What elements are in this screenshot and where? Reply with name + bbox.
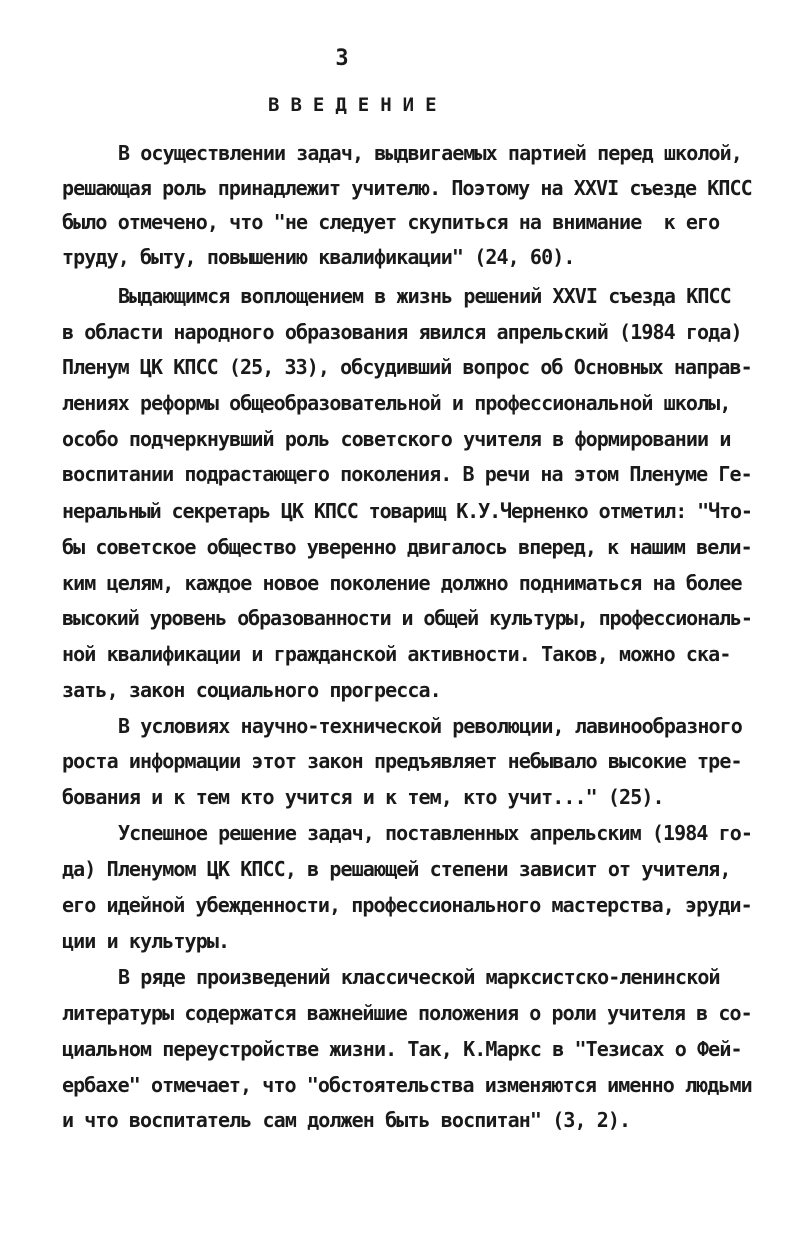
text-line: ции и культуры. xyxy=(62,929,230,953)
text-line: его идейной убежденности, профессионального мастерства, эруди- xyxy=(62,893,752,917)
text-line: воспитании подрастающего поколения. В речи на этом Пленуме Ге- xyxy=(62,462,752,486)
text-line: Выдающимся воплощением в жизнь решений XXVI съезда КПСС xyxy=(118,284,731,308)
text-line: особо подчеркнувший роль советского учителя в формировании и xyxy=(62,427,731,451)
section-heading: ВВЕДЕНИЕ xyxy=(268,94,448,116)
text-line: литературы содержатся важнейшие положения о роли учителя в со- xyxy=(62,1001,752,1025)
text-line: да) Пленумом ЦК КПСС, в решающей степени зависит от учителя, xyxy=(62,857,731,881)
text-line: Пленум ЦК КПСС (25, 33), обсудивший вопрос об Основных направ- xyxy=(62,355,752,379)
text-line: лениях реформы общеобразовательной и профессиональной школы, xyxy=(62,391,731,415)
text-line: В условиях научно-технической революции, лавинообразного xyxy=(118,714,742,738)
text-line: ербахе" отмечает, что "обстоятельства изменяются именно людьми xyxy=(62,1073,752,1097)
text-line: было отмечено, что "не следует скупиться на внимание к его xyxy=(62,210,720,234)
text-line: бы советское общество уверенно двигалось вперед, к нашим вели- xyxy=(62,535,752,559)
text-line: высокий уровень образованности и общей культуры, профессиональ- xyxy=(62,606,752,630)
text-line: В ряде произведений классической марксистско-ленинской xyxy=(118,965,720,989)
text-line: труду, быту, повышению квалификации" (24, 60). xyxy=(62,245,575,269)
page-number: 3 xyxy=(335,46,349,71)
text-line: в области народного образования явился апрельский (1984 года) xyxy=(62,320,742,344)
text-line: неральный секретарь ЦК КПСС товарищ К.У.Черненко отметил: "Что- xyxy=(62,499,752,523)
text-line: циальном переустройстве жизни. Так, К.Маркс в "Тезисах о Фей- xyxy=(62,1037,742,1061)
text-line: В осуществлении задач, выдвигаемых партией перед школой, xyxy=(118,141,742,165)
text-line: роста информации этот закон предъявляет небывало высокие тре- xyxy=(62,749,742,773)
text-line: Успешное решение задач, поставленных апрельским (1984 го- xyxy=(118,821,753,845)
text-line: и что воспитатель сам должен быть воспитан" (3, 2). xyxy=(62,1108,631,1132)
text-line: зать, закон социального прогресса. xyxy=(62,678,441,702)
text-line: бования и к тем кто учится и к тем, кто учит..." (25). xyxy=(62,785,664,809)
text-line: решающая роль принадлежит учителю. Поэтому на XXVI съезде КПСС xyxy=(62,176,752,200)
text-line: ной квалификации и гражданской активности. Таков, можно ска- xyxy=(62,642,731,666)
text-line: ким целям, каждое новое поколение должно подниматься на более xyxy=(62,571,742,595)
